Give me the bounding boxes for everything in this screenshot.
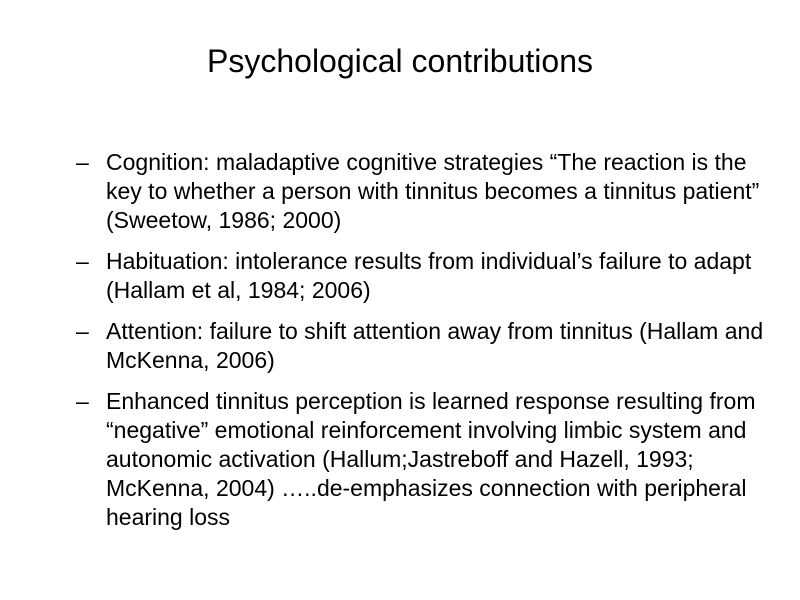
bullet-text: Cognition: maladaptive cognitive strategies “The reaction is the key to whether a person with tinnitus becomes a tinnitus patient” (Sweetow, 1986; 2000) bbox=[106, 149, 760, 233]
dash-marker: – bbox=[76, 149, 89, 175]
dash-marker: – bbox=[76, 318, 89, 344]
bullet-text: Enhanced tinnitus perception is learned response resulting from “negative” emotional reinforcement involving limbic system and autonomic activation (Hallum;Jastreboff and Hazell, 1993; McKenna, 2004) …..de-emphasizes connection with peripheral hearing loss bbox=[106, 388, 756, 530]
bullet-item-cognition bbox=[76, 148, 776, 235]
bullet-item-attention bbox=[76, 317, 776, 375]
bullet-item-enhanced-perception bbox=[76, 387, 776, 532]
dash-marker: – bbox=[76, 388, 89, 414]
bullet-text: Attention: failure to shift attention away from tinnitus (Hallam and McKenna, 2006) bbox=[106, 318, 764, 373]
slide-title: Psychological contributions bbox=[207, 43, 593, 79]
dash-marker: – bbox=[76, 248, 89, 274]
bullet-item-habituation bbox=[76, 247, 776, 305]
bullet-text: Habituation: intolerance results from individual’s failure to adapt (Hallam et al, 1984; 2006) bbox=[106, 248, 752, 303]
bullet-list bbox=[76, 148, 776, 544]
